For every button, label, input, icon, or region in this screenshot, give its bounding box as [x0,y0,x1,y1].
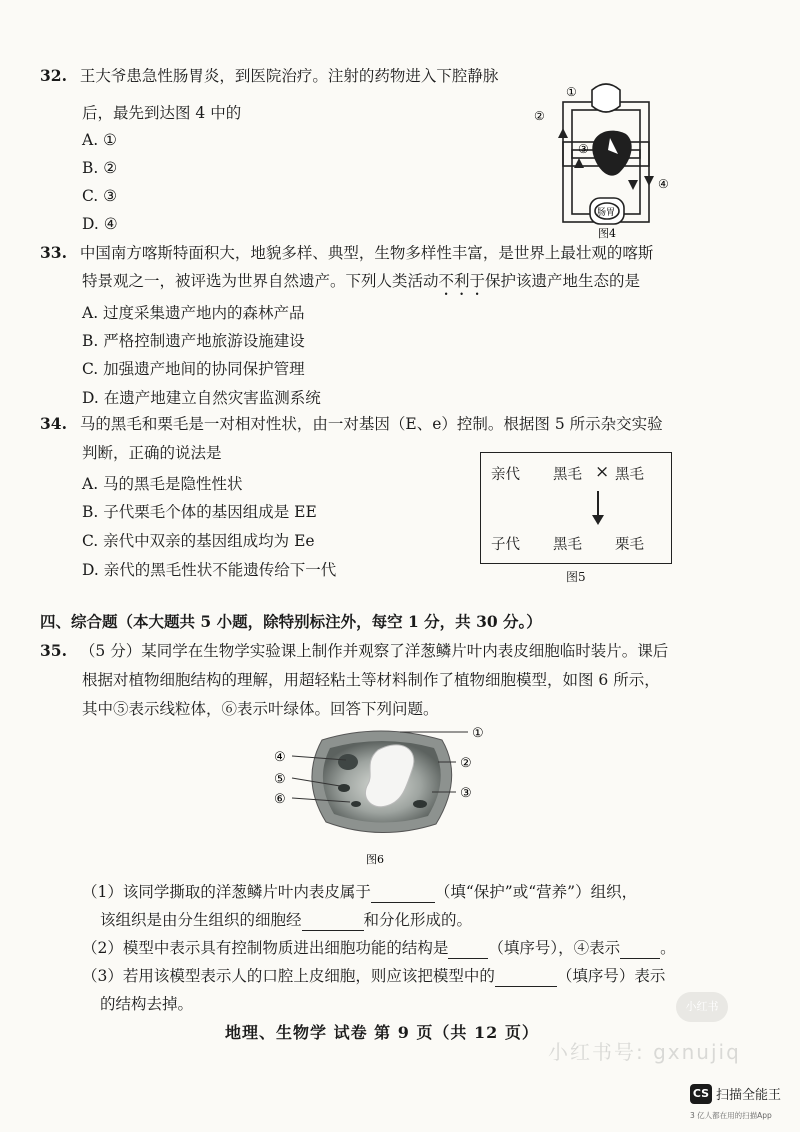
child-a: 黑毛 [553,537,582,553]
scanner-tagline: 3 亿人都在用的扫描App [690,1111,772,1120]
q33-option-d: D. 在遗产地建立自然灾害监测系统 [82,389,321,407]
q32-text-1: 王大爷患急性肠胃炎，到医院治疗。注射的药物进入下腔静脉 [79,67,499,85]
q32-option-a: A. ① [82,131,117,149]
q35-stem-line1 [40,641,668,661]
label-4: ④ [658,177,669,191]
q35-sub1-text-c: 该组织是由分生组织的细胞经 [100,911,302,929]
cell-label-6: ⑥ [274,792,286,807]
label-3: ③ [578,142,589,156]
q35-sub2-text-c: 。 [660,939,676,957]
section4-note: （本大题共 5 小题，除特别标注外，每空 1 分，共 30 分。） [117,612,542,631]
q32-stem-line1 [40,66,498,86]
q32-number: 32. [40,66,67,85]
parent-b: 黑毛 [615,467,644,483]
watermark-text: 小红书号: gxnujiq [548,1040,741,1064]
q34-option-b: B. 子代栗毛个体的基因组成是 EE [82,503,317,521]
q32-option-c: C. ③ [82,187,118,205]
q35-sub3-text-a: （3）若用该模型表示人的口腔上皮细胞，则应该把模型中的 [82,967,495,985]
down-arrow-icon [591,491,605,527]
circulation-diagram [530,80,680,240]
blank-5[interactable] [495,966,557,987]
cell-label-3: ③ [460,786,472,801]
page-footer: 地理、生物学 试卷 第 9 页（共 12 页） [225,1023,539,1042]
q35-number: 35. [40,641,67,660]
heart [592,131,631,176]
q35-sub2-text-a: （2）模型中表示具有控制物质进出细胞功能的结构是 [82,939,449,957]
q32-option-d: D. ④ [82,215,118,233]
blank-4[interactable] [620,938,660,959]
cross-symbol: × [595,462,610,482]
blank-1[interactable] [371,882,435,903]
figure4-caption: 图4 [598,227,616,240]
watermark-badge: 小红书 [676,992,728,1022]
cell-label-4: ④ [274,750,286,765]
cell-label-5: ⑤ [274,772,286,787]
q33-emphasis: 不利于 [438,272,486,290]
q35-sub1-line2 [100,910,472,931]
q35-sub3-text-b: （填序号）表示 [556,967,666,985]
plant-cell-model [260,718,510,868]
q34-option-c: C. 亲代中双亲的基因组成均为 Ee [82,532,315,550]
parent-a: 黑毛 [553,467,582,483]
figure6-caption: 图6 [366,853,384,866]
q35-sub3-line1 [82,966,665,987]
q34-option-a: A. 马的黑毛是隐性性状 [82,475,243,493]
q35-stem-line3: 其中⑤表示线粒体，⑥表示叶绿体。回答下列问题。 [82,700,439,718]
q33-option-a: A. 过度采集遗产地内的森林产品 [82,304,305,322]
q33-number: 33. [40,243,67,262]
nucleus [338,754,358,770]
q33-text-2b: 保护该遗产地生态的是 [485,272,641,290]
q35-sub3-line2: 的结构去掉。 [100,995,194,1013]
q34-stem-line1 [40,414,663,434]
q35-sub1-text-a: （1）该同学撕取的洋葱鳞片叶内表皮属于 [82,883,371,901]
q35-sub2 [82,938,676,959]
q33-option-b: B. 严格控制遗产地旅游设施建设 [82,332,305,350]
parent-label: 亲代 [491,467,520,483]
label-2: ② [534,109,545,123]
section4-heading [40,612,542,632]
q34-text-1: 马的黑毛和栗毛是一对相对性状，由一对基因（E、e）控制。根据图 5 所示杂交实验 [79,415,663,433]
q34-number: 34. [40,414,67,433]
q35-sub1-text-d: 和分化形成的。 [363,911,473,929]
q33-text-1: 中国南方喀斯特面积大，地貌多样、典型，生物多样性丰富，是世界上最壮观的喀斯 [79,244,654,262]
q33-stem-line2 [82,271,640,299]
q34-option-d: D. 亲代的黑毛性状不能遗传给下一代 [82,561,337,579]
cross-diagram [480,452,672,564]
scanner-logo-icon: CS [690,1084,712,1104]
blank-2[interactable] [302,910,364,931]
scanner-name: 扫描全能王 [716,1088,782,1103]
q35-sub1-text-b: （填“保护”或“营养”）组织， [434,883,638,901]
q35-text-1: （5 分）某同学在生物学实验课上制作并观察了洋葱鳞片叶内表皮细胞临时装片。课后 [79,642,669,660]
gut-label: 肠胃 [597,208,616,218]
q33-option-c: C. 加强遗产地间的协同保护管理 [82,360,305,378]
mitochondrion [338,784,350,792]
q35-stem-line2: 根据对植物细胞结构的理解，用超轻粘土等材料制作了植物细胞模型，如图 6 所示， [82,671,660,689]
label-1: ① [566,85,577,99]
section4-title: 四、综合题 [40,612,118,631]
child-b: 栗毛 [615,537,644,553]
cell-label-1: ① [472,726,484,741]
figure5-caption: 图5 [566,570,586,584]
q34-stem-line2: 判断，正确的说法是 [82,444,222,462]
cell-label-2: ② [460,756,472,771]
chloroplast [413,800,427,808]
q33-stem-line1 [40,243,653,263]
q33-text-2a: 特景观之一，被评选为世界自然遗产。下列人类活动 [82,272,439,290]
blank-3[interactable] [448,938,488,959]
q32-option-b: B. ② [82,159,118,177]
child-label: 子代 [491,537,520,553]
q35-sub1-line1 [82,882,637,903]
q32-stem-line2: 后，最先到达图 4 中的 [82,104,242,122]
q35-sub2-text-b: （填序号），④表示 [488,939,621,957]
lung [592,84,620,112]
